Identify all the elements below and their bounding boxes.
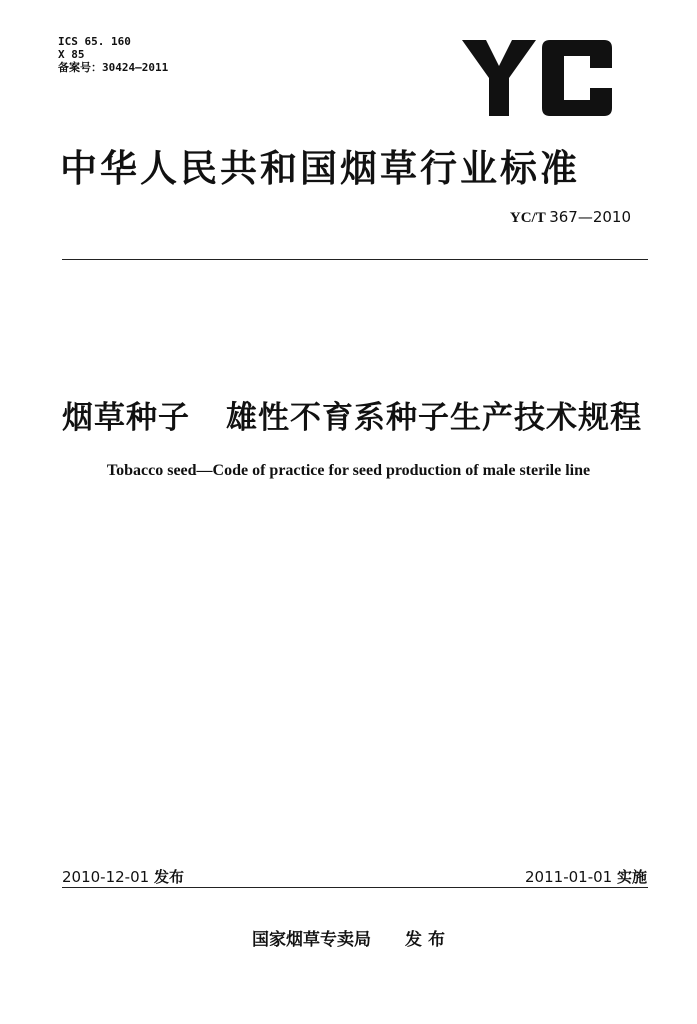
issue-label: 发布 <box>153 868 184 886</box>
chinese-title-part2: 雄性不育系种子生产技术规程 <box>226 400 642 436</box>
issue-date-block <box>62 866 184 887</box>
publisher-line <box>0 925 697 950</box>
implementation-date-block <box>525 866 647 887</box>
issue-date: 2010-12-01 <box>62 868 150 886</box>
implementation-date: 2011-01-01 <box>525 868 613 886</box>
issuer-title: 中华人民共和国烟草行业标准 <box>60 147 580 190</box>
implementation-label: 实施 <box>616 868 647 886</box>
publisher-action: 发 布 <box>405 930 445 950</box>
publisher-name: 国家烟草专卖局 <box>252 930 372 950</box>
ics-code: ICS 65. 160 <box>58 35 131 48</box>
classification-block <box>58 35 168 74</box>
yc-logo <box>462 40 612 116</box>
standard-prefix: YC/T <box>509 210 546 226</box>
record-number: 备案号：30424—2011 <box>58 61 169 74</box>
footer-divider <box>62 887 648 888</box>
chinese-title-part1: 烟草种子 <box>62 400 190 436</box>
english-title: Tobacco seed—Code of practice for seed production of male sterile line <box>106 462 591 479</box>
chinese-title <box>62 392 642 437</box>
header-divider <box>62 259 648 260</box>
standard-number <box>510 208 631 227</box>
yc-logo-mark <box>462 40 612 116</box>
ccs-code: X 85 <box>58 48 85 61</box>
standard-code: 367—2010 <box>549 208 631 226</box>
